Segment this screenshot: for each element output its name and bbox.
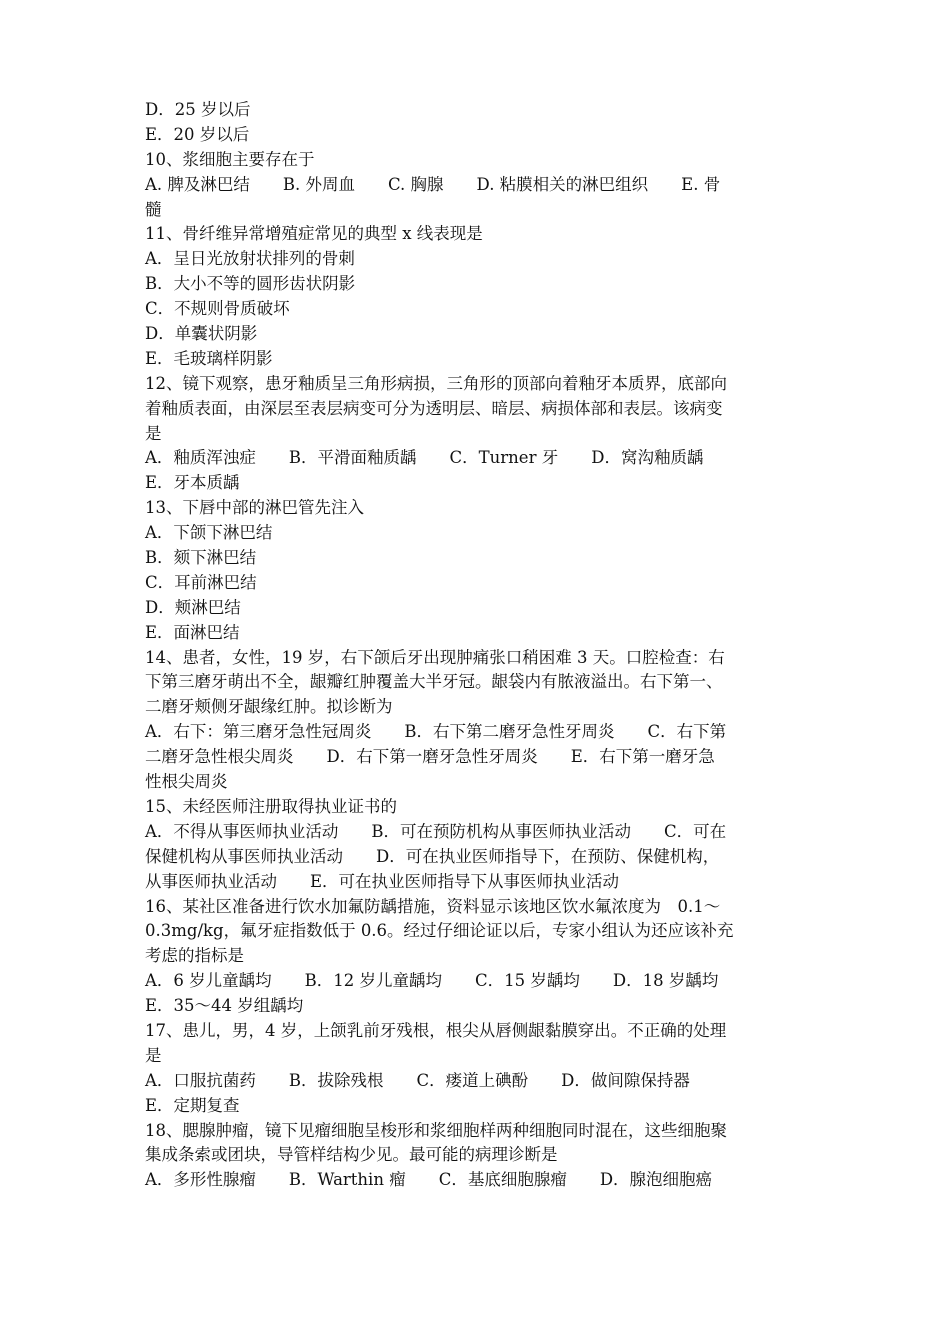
option-line: E．35～44 岁组龋均 <box>145 996 304 1016</box>
question-line: 下第三磨牙萌出不全，龈瓣红肿覆盖大半牙冠。龈袋内有脓液溢出。右下第一、 <box>145 672 723 692</box>
question-line: 17、患儿，男，4 岁，上颌乳前牙残根，根尖从唇侧龈黏膜穿出。不正确的处理 <box>145 1020 727 1040</box>
option-line: E．定期复查 <box>145 1095 240 1115</box>
option-line: A．不得从事医师执业活动 B．可在预防机构从事医师执业活动 C．可在 <box>145 821 727 841</box>
question-line: 0.3mg/kg，氟牙症指数低于 0.6。经过仔细论证以后，专家小组认为还应该补充 <box>145 921 734 941</box>
option-line: 从事医师执业活动 E．可在执业医师指导下从事医师执业活动 <box>145 871 620 891</box>
option-line: A．口服抗菌药 B．拔除残根 C．瘘道上碘酚 D．做间隙保持器 <box>145 1070 690 1090</box>
question-line: 考虑的指标是 <box>145 946 244 966</box>
option-line: A．呈日光放射状排列的骨刺 <box>145 249 355 269</box>
option-line: 保健机构从事医师执业活动 D．可在执业医师指导下，在预防、保健机构， <box>145 846 720 866</box>
option-line: A．下颌下淋巴结 <box>145 523 273 543</box>
option-line: B．颏下淋巴结 <box>145 548 257 568</box>
question-line: 着釉质表面，由深层至表层病变可分为透明层、暗层、病损体部和表层。该病变 <box>145 398 723 418</box>
option-line: C．不规则骨质破坏 <box>145 299 290 319</box>
option-line: E．面淋巴结 <box>145 622 240 642</box>
question-line: 12、镜下观察，患牙釉质呈三角形病损，三角形的顶部向着釉牙本质界，底部向 <box>145 373 727 393</box>
option-line: D．单囊状阴影 <box>145 324 258 344</box>
question-line: 集成条索或团块，导管样结构少见。最可能的病理诊断是 <box>145 1145 558 1165</box>
question-line: 14、患者，女性，19 岁，右下颌后牙出现肿痛张口稍困难 3 天。口腔检查：右 <box>145 647 725 667</box>
question-line: 是 <box>145 1045 162 1065</box>
option-line: 髓 <box>145 199 162 219</box>
question-line: 16、某社区准备进行饮水加氟防龋措施，资料显示该地区饮水氟浓度为 0.1～ <box>145 896 721 916</box>
option-line: A．多形性腺瘤 B．Warthin 瘤 C．基底细胞腺瘤 D．腺泡细胞癌 <box>145 1170 713 1190</box>
option-line: C．耳前淋巴结 <box>145 572 257 592</box>
option-line: A．釉质浑浊症 B．平滑面釉质龋 C．Turner 牙 D．窝沟釉质龋 <box>145 448 704 468</box>
option-line: A．右下：第三磨牙急性冠周炎 B．右下第二磨牙急性牙周炎 C．右下第 <box>145 722 727 742</box>
option-line: 二磨牙急性根尖周炎 D．右下第一磨牙急性牙周炎 E．右下第一磨牙急 <box>145 747 715 767</box>
option-line: A. 脾及淋巴结 B. 外周血 C. 胸腺 D. 粘膜相关的淋巴组织 E. 骨 <box>145 174 721 194</box>
question-line: 二磨牙颊侧牙龈缘红肿。拟诊断为 <box>145 697 393 717</box>
question-line: 18、腮腺肿瘤，镜下见瘤细胞呈梭形和浆细胞样两种细胞同时混在，这些细胞聚 <box>145 1120 727 1140</box>
option-line: D．25 岁以后 <box>145 100 251 119</box>
option-line: B．大小不等的圆形齿状阴影 <box>145 274 356 294</box>
option-line: A．6 岁儿童龋均 B．12 岁儿童龋均 C．15 岁龋均 D．18 岁龋均 <box>145 971 719 991</box>
option-line: E．毛玻璃样阴影 <box>145 348 273 368</box>
option-line: E．20 岁以后 <box>145 124 250 144</box>
option-line: 性根尖周炎 <box>145 772 228 792</box>
question-line: 是 <box>145 423 162 443</box>
question-line: 10、浆细胞主要存在于 <box>145 149 315 169</box>
question-line: 15、未经医师注册取得执业证书的 <box>145 796 397 816</box>
option-line: D．颊淋巴结 <box>145 597 241 617</box>
question-line: 13、下唇中部的淋巴管先注入 <box>145 498 364 518</box>
question-line: 11、骨纤维异常增殖症常见的典型 x 线表现是 <box>145 224 483 244</box>
option-line: E．牙本质龋 <box>145 473 240 493</box>
document-page <box>145 98 817 1193</box>
